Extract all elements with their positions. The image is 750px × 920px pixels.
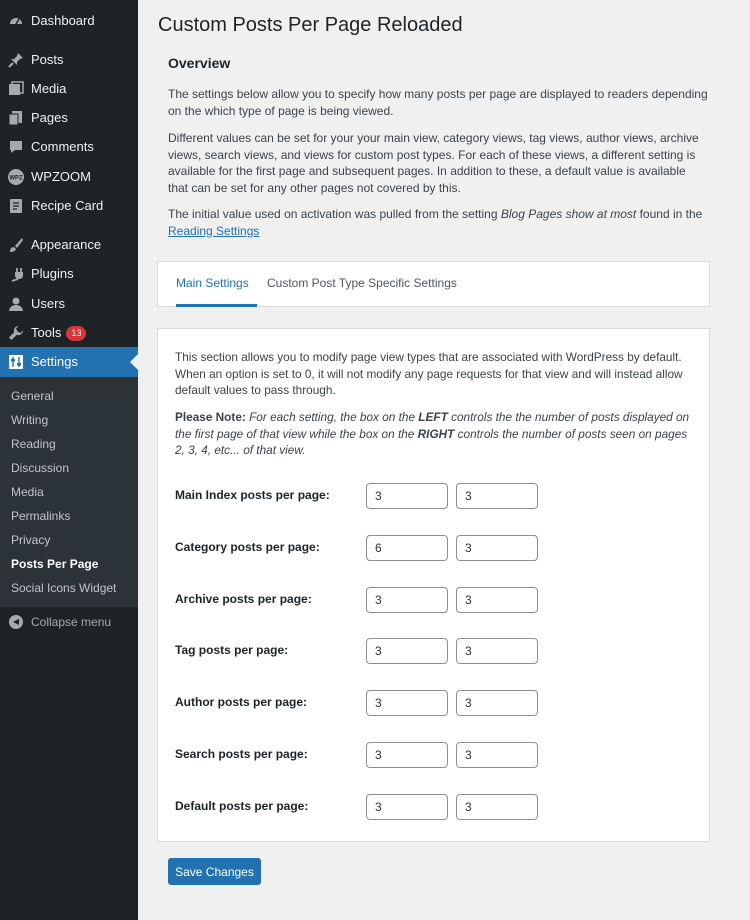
sidebar-item-label: Plugins [31, 266, 74, 281]
main-settings-intro: This section allows you to modify page view types that are associated with WordPress by default. When an option is set to 0, it will not modify any page requests for that view and will instead allow default values to pass through. [175, 350, 683, 397]
archive-subsequent-pages-input[interactable] [456, 587, 538, 613]
main-index-label: Main Index posts per page: [175, 488, 330, 502]
sidebar-item-label: WPZOOM [31, 169, 91, 184]
submenu-item-reading[interactable]: Reading [11, 437, 56, 451]
sidebar-item-label: Appearance [31, 237, 102, 252]
sidebar-item-plugins[interactable] [0, 259, 138, 289]
settings-submenu [0, 377, 138, 607]
tag-label: Tag posts per page: [175, 643, 289, 657]
tag-first-page-input[interactable] [366, 638, 448, 664]
blog-pages-setting-name: Blog Pages show at most [500, 207, 637, 221]
tab-custom-post-type-settings[interactable]: Custom Post Type Specific Settings [267, 276, 457, 290]
author-subsequent-pages-input[interactable] [456, 690, 538, 716]
sidebar-item-tools[interactable] [0, 318, 138, 348]
sidebar-item-wpzoom[interactable] [0, 162, 138, 192]
media-icon [7, 80, 25, 98]
sidebar-item-label: Comments [31, 139, 94, 154]
overview-paragraph-1: The settings below allow you to specify how many posts per page are displayed to readers depending on the which type of page is being viewed. [168, 87, 708, 118]
overview-paragraph-2: Different values can be set for your your main view, category views, tag views, author views, archive views, search views, and views for custom post types. For each of these views, a different setting is available for the first page and subsequent pages. In addition to these, a default value is available that can be set for any other pages not covered by this. [168, 131, 699, 195]
tab-main-settings[interactable]: Main Settings [176, 276, 249, 290]
submenu-item-posts-per-page[interactable]: Posts Per Page [11, 557, 99, 571]
search-first-page-input[interactable] [366, 742, 448, 768]
sidebar-item-settings[interactable] [0, 347, 138, 377]
active-indicator [130, 354, 138, 370]
main-settings-panel [157, 328, 710, 842]
recipe-card-icon [7, 197, 25, 215]
author-first-page-input[interactable] [366, 690, 448, 716]
submenu-item-general[interactable]: General [11, 389, 54, 403]
overview-heading: Overview [168, 55, 231, 71]
category-first-page-input[interactable] [366, 535, 448, 561]
default-subsequent-pages-input[interactable] [456, 794, 538, 820]
sidebar-item-label: Posts [31, 52, 64, 67]
wrench-icon [7, 324, 25, 342]
submenu-item-social-icons-widget[interactable]: Social Icons Widget [11, 581, 117, 595]
pages-icon [7, 109, 25, 127]
user-icon [7, 295, 25, 313]
sidebar-item-label: Settings [31, 354, 78, 369]
tag-subsequent-pages-input[interactable] [456, 638, 538, 664]
search-subsequent-pages-input[interactable] [456, 742, 538, 768]
overview-paragraph-3: The initial value used on activation was pulled from the setting Blog Pages show at most found in the Reading Settings [168, 207, 703, 238]
page-title: Custom Posts Per Page Reloaded [158, 14, 463, 36]
sidebar-item-label: Dashboard [31, 13, 95, 28]
comment-icon [7, 138, 25, 156]
collapse-menu-button[interactable] [0, 608, 138, 636]
category-label: Category posts per page: [175, 540, 320, 554]
main-settings-note: Please Note: For each setting, the box on the LEFT controls the the number of posts displayed on the first page of that view while the box on the RIGHT controls the number of posts seen on pages 2, 3, 4, etc... of that view. [175, 410, 690, 457]
save-changes-button[interactable]: Save Changes [168, 858, 261, 885]
main-index-subsequent-pages-input[interactable] [456, 483, 538, 509]
default-label: Default posts per page: [175, 799, 309, 813]
author-label: Author posts per page: [175, 695, 308, 709]
sidebar-item-appearance[interactable] [0, 230, 138, 260]
archive-first-page-input[interactable] [366, 587, 448, 613]
collapse-arrow-icon: ◀ [9, 615, 23, 629]
sidebar-item-label: Media [31, 81, 67, 96]
settings-icon [7, 353, 25, 371]
reading-settings-link[interactable]: Reading Settings [168, 223, 260, 238]
update-count-badge: 13 [66, 326, 86, 341]
sidebar-item-posts[interactable] [0, 45, 138, 75]
plug-icon [7, 265, 25, 283]
sidebar-item-label: Recipe Card [31, 198, 104, 213]
submenu-item-discussion[interactable]: Discussion [11, 461, 70, 475]
active-tab-indicator [176, 304, 257, 307]
category-subsequent-pages-input[interactable] [456, 535, 538, 561]
dashboard-icon [7, 12, 25, 30]
sidebar-item-recipe-card[interactable] [0, 191, 138, 221]
sidebar-item-dashboard[interactable] [0, 6, 138, 36]
sidebar-item-pages[interactable] [0, 103, 138, 133]
search-label: Search posts per page: [175, 747, 308, 761]
sidebar-item-label: Users [31, 296, 65, 311]
default-first-page-input[interactable] [366, 794, 448, 820]
submenu-item-writing[interactable]: Writing [11, 413, 49, 427]
sidebar-item-label: Tools [31, 325, 62, 340]
wpzoom-icon [7, 168, 25, 186]
svg-text:WPZ: WPZ [9, 175, 23, 182]
submenu-item-permalinks[interactable]: Permalinks [11, 509, 71, 523]
sidebar-item-users[interactable] [0, 289, 138, 319]
collapse-menu-label: Collapse menu [31, 615, 112, 629]
sidebar-item-label: Pages [31, 110, 68, 125]
sidebar-item-comments[interactable] [0, 132, 138, 162]
submenu-item-media[interactable]: Media [11, 485, 44, 499]
sidebar-item-media[interactable] [0, 74, 138, 104]
brush-icon [7, 236, 25, 254]
pin-icon [7, 51, 25, 69]
main-index-first-page-input[interactable] [366, 483, 448, 509]
settings-tabs [157, 261, 710, 307]
archive-label: Archive posts per page: [175, 592, 312, 606]
admin-sidebar [0, 0, 138, 920]
submenu-item-privacy[interactable]: Privacy [11, 533, 51, 547]
